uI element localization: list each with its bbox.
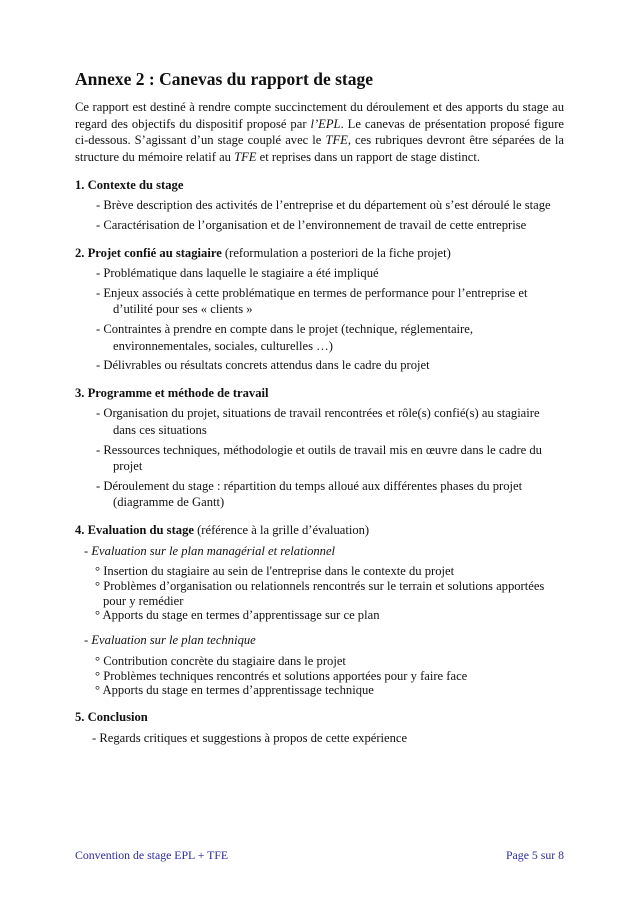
list-item: [75, 321, 564, 354]
section-heading: [75, 522, 564, 539]
list-item: [75, 217, 564, 234]
list-item: [75, 357, 564, 374]
degree-marker: °: [95, 578, 101, 593]
section-contexte: [75, 177, 564, 234]
list-item-text: Problématique dans laquelle le stagiaire a été impliqué: [103, 266, 379, 281]
intro-segment: , ces rubriques devront être séparées de la structure du mémoire relatif au: [75, 133, 564, 165]
section-programme: [75, 385, 564, 511]
evaluation-group-technique: [75, 632, 564, 698]
list-item: [75, 478, 564, 511]
intro-paragraph: [75, 99, 564, 166]
dash-marker: -: [84, 543, 89, 558]
section-projet: [75, 245, 564, 374]
list-item: [75, 730, 564, 747]
list-item-text: Brève description des activités de l’entreprise et du département où s’est déroulé le stage: [103, 198, 551, 213]
list-item-text: Contraintes à prendre en compte dans le projet (technique, réglementaire, environnementales, sociales, culturelles …): [103, 321, 473, 353]
sub-list-item: [75, 564, 564, 579]
sub-list-item-text: Problèmes d’organisation ou relationnels rencontrés sur le terrain et solutions apportées pour y remédier: [103, 578, 545, 608]
section-evaluation: [75, 522, 564, 698]
sub-list-item: [75, 608, 564, 623]
dash-marker: -: [96, 321, 101, 336]
degree-marker: °: [95, 564, 101, 579]
sub-list-item-text: Apports du stage en termes d’apprentissage technique: [102, 683, 374, 698]
sub-list-item-text: Apports du stage en termes d’apprentissage sur ce plan: [102, 608, 380, 623]
intro-segment-italic: TFE: [234, 150, 257, 165]
list-item: [75, 442, 564, 475]
intro-segment: . Le canevas de présentation proposé figure ci-dessous. S’agissant d’un stage couplé avec le: [75, 116, 564, 148]
list-item: [75, 405, 564, 438]
list-item: [75, 285, 564, 318]
section-heading-suffix: (reformulation a posteriori de la fiche projet): [221, 245, 451, 260]
dash-marker: -: [96, 406, 101, 421]
degree-marker: °: [95, 683, 101, 698]
sub-list-item: [75, 654, 564, 669]
section-heading: [75, 245, 564, 262]
section-heading-text: 2. Projet confié au stagiaire: [75, 245, 222, 260]
dash-marker: -: [96, 358, 101, 373]
dash-marker: -: [96, 198, 101, 213]
sub-list-item: [75, 683, 564, 698]
intro-segment: et reprises dans un rapport de stage distinct.: [256, 150, 480, 165]
list-item-text: Ressources techniques, méthodologie et outils de travail mis en œuvre dans le cadre du projet: [103, 442, 542, 474]
page-footer: [75, 848, 564, 862]
sub-list-item: [75, 669, 564, 684]
sub-list-item-text: Problèmes techniques rencontrés et solutions apportées pour y faire face: [103, 668, 468, 683]
footer-document-name: Convention de stage EPL + TFE: [75, 848, 229, 862]
page-title: Annexe 2 : Canevas du rapport de stage: [75, 69, 373, 89]
footer-page-number: Page 5 sur 8: [506, 848, 564, 862]
section-heading-text: 1. Contexte du stage: [75, 177, 184, 192]
list-item-text: Déroulement du stage : répartition du temps alloué aux différentes phases du projet (diagramme de Gantt): [103, 478, 523, 510]
section-heading-text: 5. Conclusion: [75, 710, 148, 725]
section-heading-suffix: (référence à la grille d’évaluation): [193, 522, 370, 537]
dash-marker: -: [96, 285, 101, 300]
section-heading: [75, 385, 564, 402]
intro-segment-italic: TFE: [325, 133, 348, 148]
group-label: [75, 632, 564, 649]
dash-marker: -: [84, 633, 89, 648]
dash-marker: -: [96, 478, 101, 493]
sub-list-item-text: Contribution concrète du stagiaire dans le projet: [103, 653, 346, 668]
dash-marker: -: [96, 442, 101, 457]
group-label-text: Evaluation sur le plan managérial et relationnel: [91, 543, 336, 558]
degree-marker: °: [95, 653, 101, 668]
intro-segment: Ce rapport est destiné à rendre compte succinctement du déroulement et des apports du stage au regard des objectifs du dispositif proposé par: [75, 100, 564, 131]
group-label: [75, 543, 564, 560]
section-conclusion: [75, 709, 564, 746]
dash-marker: -: [92, 730, 97, 745]
intro-segment-italic: l’EPL: [310, 116, 341, 131]
document-content: [75, 69, 564, 749]
dash-marker: -: [96, 266, 101, 281]
degree-marker: °: [95, 668, 101, 683]
group-label-text: Evaluation sur le plan technique: [91, 633, 256, 648]
list-item: [75, 265, 564, 282]
list-item-text: Organisation du projet, situations de travail rencontrées et rôle(s) confié(s) au stagiaire dans ces situations: [103, 406, 540, 437]
section-heading: [75, 177, 564, 194]
section-heading-text: 3. Programme et méthode de travail: [75, 385, 269, 400]
evaluation-group-managerial: [75, 543, 564, 624]
list-item-text: Regards critiques et suggestions à propos de cette expérience: [99, 730, 408, 745]
sub-list-item-text: Insertion du stagiaire au sein de l'entreprise dans le contexte du projet: [103, 564, 455, 579]
list-item: [75, 197, 564, 214]
dash-marker: -: [96, 218, 101, 232]
list-item-text: Enjeux associés à cette problématique en termes de performance pour l’entreprise et d’utilité pour ses « clients »: [103, 285, 528, 317]
list-item-text: Caractérisation de l’organisation et de l’environnement de travail de cette entreprise: [103, 218, 527, 232]
sub-list-item: [75, 579, 564, 609]
list-item-text: Délivrables ou résultats concrets attendus dans le cadre du projet: [103, 358, 430, 373]
section-heading: [75, 709, 564, 726]
degree-marker: °: [95, 608, 101, 623]
section-heading-text: 4. Evaluation du stage: [75, 522, 194, 537]
